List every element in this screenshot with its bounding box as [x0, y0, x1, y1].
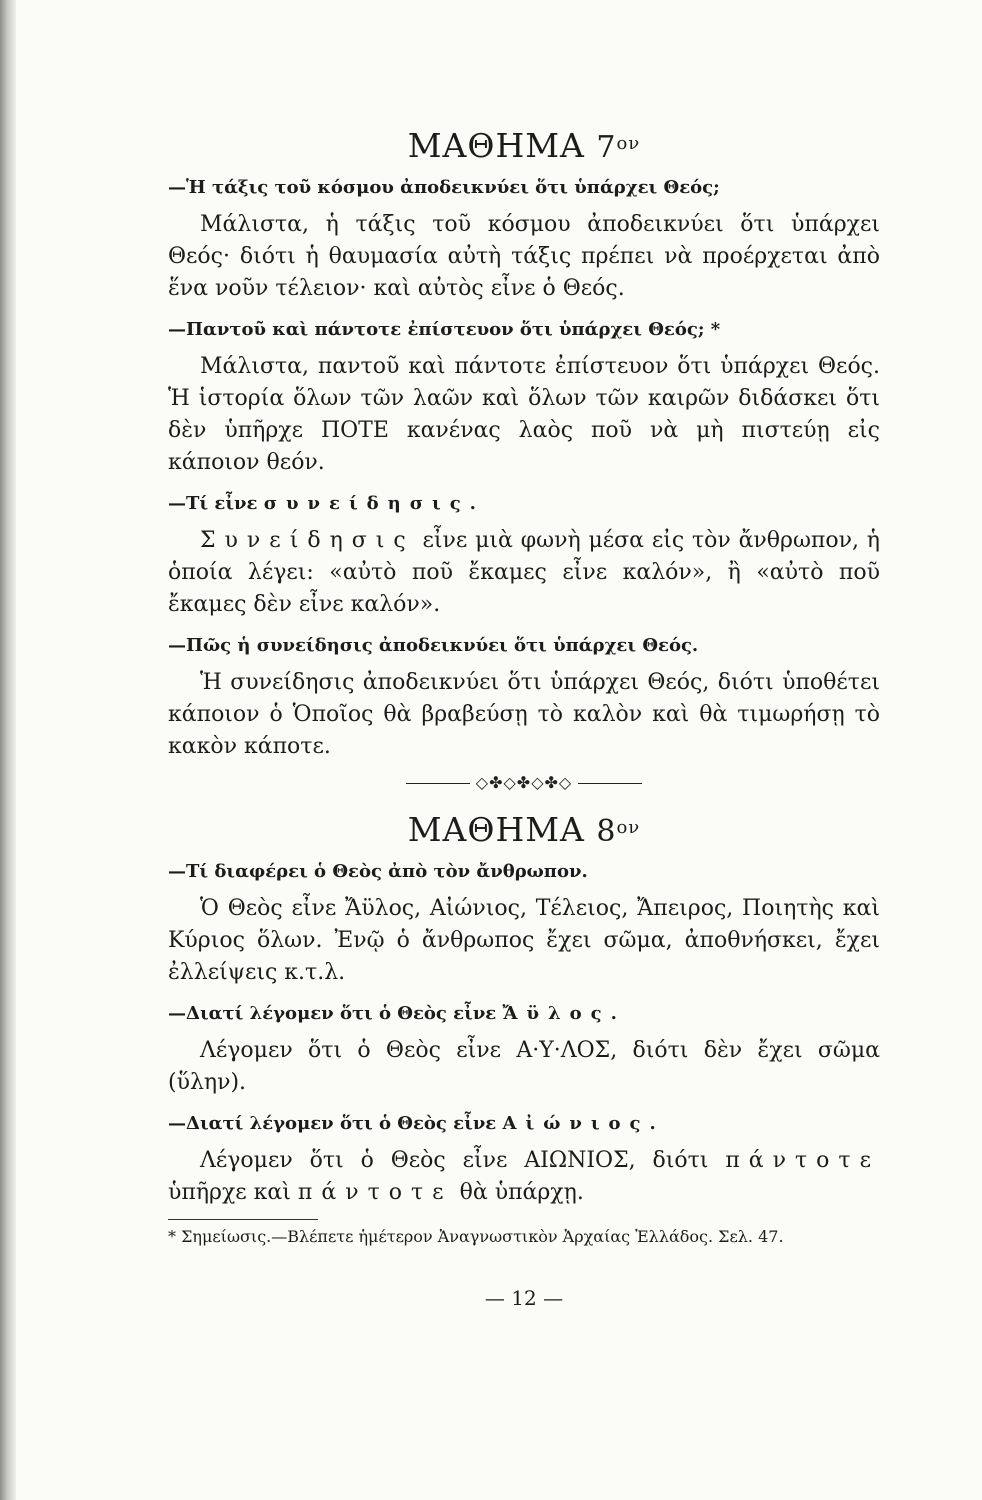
footnote: * Σημείωσις.—Βλέπετε ἡμέτερον Ἀναγνωστικὸν Ἀρχαίας Ἑλλάδος. Σελ. 47. [168, 1227, 784, 1246]
answer-3-rest: εἶνε μιὰ φωνὴ μέσα εἰς τὸν ἄνθρωπον, ἡ ὁποία λέγει: «αὐτὸ ποῦ ἔκαμες εἶνε καλόν», ἢ «αὐτὸ ποῦ ἔκαμες δὲν εἶνε καλόν». [168, 528, 880, 617]
ornament-rule-right [578, 783, 642, 784]
lesson-title-text: ΜΑΘΗΜΑ [407, 810, 585, 849]
answer-1: Μάλιστα, ἡ τάξις τοῦ κόσμου ἀποδεικνύει ὅτι ὑπάρχει Θεός· διότι ἡ θαυμασία αὐτὴ τάξις πρέπει νὰ προέρχεται ἀπὸ ἕνα νοῦν τέλειον· καὶ αὐτὸς εἶνε ὁ Θεός. [168, 212, 880, 301]
page-number: — 12 — [484, 1286, 564, 1310]
question-1: —Ἡ τάξις τοῦ κόσμου ἀποδεικνύει ὅτι ὑπάρχει Θεός; [168, 177, 720, 198]
question-6-spaced-term: Ἄϋλος. [502, 1003, 626, 1024]
question-7-prefix: —Διατί λέγομεν ὅτι ὁ Θεὸς εἶνε [168, 1113, 497, 1134]
question-6 [168, 999, 880, 1029]
lesson-7-title [168, 126, 880, 165]
footnote-divider [168, 1219, 318, 1220]
question-3-spaced-term: συνείδησις. [263, 493, 485, 514]
lesson-number: 7 [596, 130, 617, 165]
answer-2: Μάλιστα, παντοῦ καὶ πάντοτε ἐπίστευον ὅτι ὑπάρχει Θεός. Ἡ ἱστορία ὅλων τῶν λαῶν καὶ ὅλων τῶν καιρῶν διδάσκει ὅτι δὲν ὑπῆρχε ΠΟΤΕ κανένας λαὸς ποῦ νὰ μὴ πιστεύῃ εἰς κάποιον θεόν. [168, 354, 880, 475]
question-5: —Τί διαφέρει ὁ Θεὸς ἀπὸ τὸν ἄνθρωπον. [168, 861, 588, 882]
question-4: —Πῶς ἡ συνείδησις ἀποδεικνύει ὅτι ὑπάρχει Θεός. [168, 635, 699, 656]
page-binding-shadow [0, 0, 16, 1500]
lesson-number-suffix: ον [616, 133, 641, 154]
lesson-8-title [168, 810, 880, 849]
answer-5: Ὁ Θεὸς εἶνε Ἄϋλος, Αἰώνιος, Τέλειος, Ἄπειρος, Ποιητὴς καὶ Κύριος ὅλων. Ἐνῷ ὁ ἄνθρωπος ἔχει σῶμα, ἀποθνήσκει, ἔχει ἐλλείψεις κ.τ.λ. [168, 896, 880, 985]
lesson-number: 8 [596, 814, 617, 849]
answer-7-middle: ὑπῆρχε καὶ [168, 1180, 291, 1205]
answer-7 [168, 1145, 880, 1209]
answer-7-prefix: Λέγομεν ὅτι ὁ Θεὸς εἶνε ΑΙΩΝΙΟΣ, διότι [200, 1148, 709, 1173]
question-3-prefix: —Τί εἶνε [168, 493, 258, 514]
answer-7-suffix: θὰ ὑπάρχῃ. [459, 1180, 584, 1205]
question-3 [168, 489, 880, 519]
question-7-spaced-term: Αἰώνιος. [502, 1113, 665, 1134]
answer-7-spaced-term-1: πάντοτε [725, 1148, 880, 1173]
answer-6: Λέγομεν ὅτι ὁ Θεὸς εἶνε Α·Υ·ΛΟΣ, διότι δὲν ἔχει σῶμα (ὕλην). [168, 1038, 880, 1095]
answer-3 [168, 525, 880, 621]
ornament-glyphs: ◇✤◇✤◇✤◇ [475, 773, 573, 792]
lesson-number-suffix: ον [616, 817, 641, 838]
section-ornament [168, 773, 880, 792]
document-page [168, 118, 880, 1310]
answer-7-spaced-term-2: πάντοτε [297, 1180, 453, 1205]
question-2: —Παντοῦ καὶ πάντοτε ἐπίστευον ὅτι ὑπάρχει Θεός; * [168, 319, 721, 340]
answer-3-spaced-term: Συνείδησις [200, 528, 415, 553]
question-6-prefix: —Διατί λέγομεν ὅτι ὁ Θεὸς εἶνε [168, 1003, 497, 1024]
question-7 [168, 1109, 880, 1139]
answer-4: Ἡ συνείδησις ἀποδεικνύει ὅτι ὑπάρχει Θεός, διότι ὑποθέτει κάποιον ὁ Ὁποῖος θὰ βραβεύσῃ τὸ καλὸν καὶ θὰ τιμωρήσῃ τὸ κακὸν κάποτε. [168, 670, 880, 759]
ornament-rule-left [406, 783, 470, 784]
lesson-title-text: ΜΑΘΗΜΑ [407, 126, 585, 165]
